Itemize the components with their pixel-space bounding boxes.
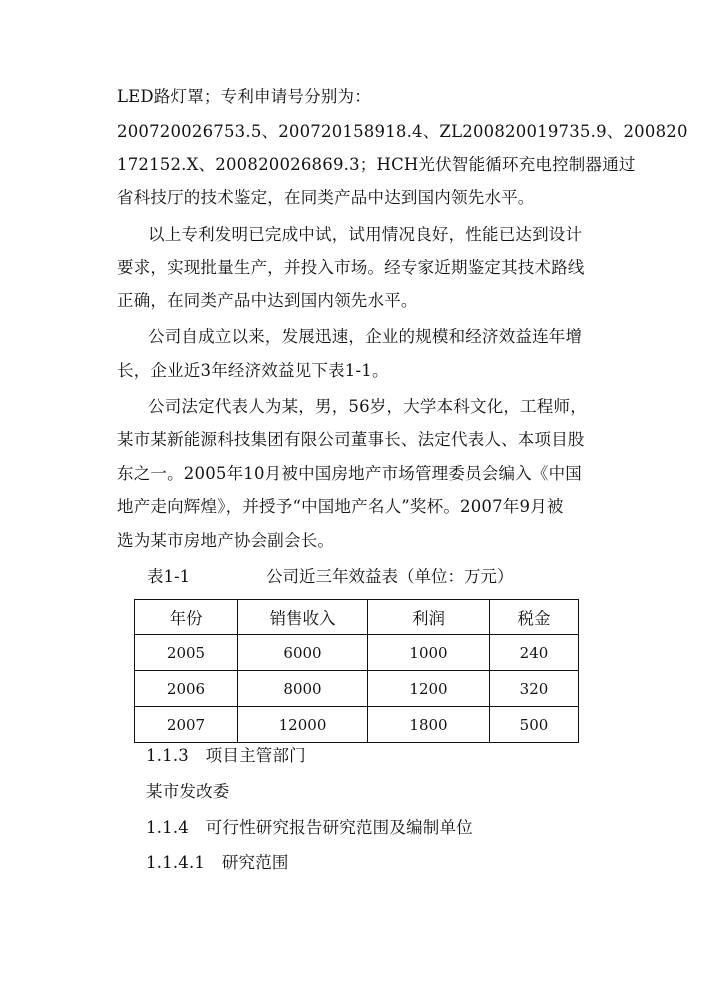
header-tax: 税金: [490, 600, 579, 635]
paragraph-representative-line-3: 东之一。2005年10月被中国房地产市场管理委员会编入《中国: [117, 464, 582, 483]
cell-profit: 1200: [368, 671, 490, 707]
paragraph-trial-line-3: 正确，在同类产品中达到国内领先水平。: [117, 291, 418, 310]
cell-sales: 12000: [238, 707, 368, 743]
table-label: 表1-1: [147, 567, 191, 586]
paragraph-patent-line-2: 200720026753.5、200720158918.4、ZL200820019735.9、200820: [117, 122, 688, 141]
cell-year: 2005: [135, 635, 238, 671]
cell-tax: 240: [490, 635, 579, 671]
table-row: [135, 635, 579, 671]
table-title: 公司近三年效益表（单位：万元）: [266, 567, 514, 586]
section-heading-1-1-4: 1.1.4 可行性研究报告研究范围及编制单位: [146, 818, 473, 837]
table-row: [135, 707, 579, 743]
table-header-row: [135, 600, 579, 635]
paragraph-patent-line-1: LED路灯罩；专利申请号分别为：: [117, 87, 371, 106]
paragraph-trial-line-2: 要求，实现批量生产，并投入市场。经专家近期鉴定其技术路线: [117, 258, 585, 277]
header-sales: 销售收入: [238, 600, 368, 635]
paragraph-representative-line-4: 地产走向辉煌》，并授予“中国地产名人”奖杯。2007年9月被: [117, 497, 564, 516]
benefit-table: [134, 599, 579, 743]
paragraph-trial-line-1: 以上专利发明已完成中试，试用情况良好，性能已达到设计: [148, 225, 583, 244]
paragraph-growth-line-2: 长，企业近3年经济效益见下表1-1。: [117, 361, 389, 380]
cell-sales: 6000: [238, 635, 368, 671]
paragraph-representative-line-2: 某市某新能源科技集团有限公司董事长、法定代表人、本项目股: [117, 430, 585, 449]
cell-year: 2007: [135, 707, 238, 743]
cell-tax: 500: [490, 707, 579, 743]
paragraph-growth-line-1: 公司自成立以来，发展迅速，企业的规模和经济效益连年增: [148, 327, 583, 346]
table-row: [135, 671, 579, 707]
paragraph-representative-line-5: 选为某市房地产协会副会长。: [117, 531, 335, 550]
header-year: 年份: [135, 600, 238, 635]
cell-profit: 1000: [368, 635, 490, 671]
cell-tax: 320: [490, 671, 579, 707]
paragraph-representative-line-1: 公司法定代表人为某，男，56岁，大学本科文化，工程师，: [148, 397, 587, 416]
cell-sales: 8000: [238, 671, 368, 707]
section-body-department: 某市发改委: [146, 782, 230, 801]
header-profit: 利润: [368, 600, 490, 635]
section-heading-1-1-4-1: 1.1.4.1 研究范围: [146, 853, 289, 872]
paragraph-patent-line-4: 省科技厅的技术鉴定，在同类产品中达到国内领先水平。: [117, 188, 535, 207]
cell-year: 2006: [135, 671, 238, 707]
section-heading-1-1-3: 1.1.3 项目主管部门: [146, 746, 306, 765]
paragraph-patent-line-3: 172152.X、200820026869.3；HCH光伏智能循环充电控制器通过: [117, 155, 636, 174]
cell-profit: 1800: [368, 707, 490, 743]
